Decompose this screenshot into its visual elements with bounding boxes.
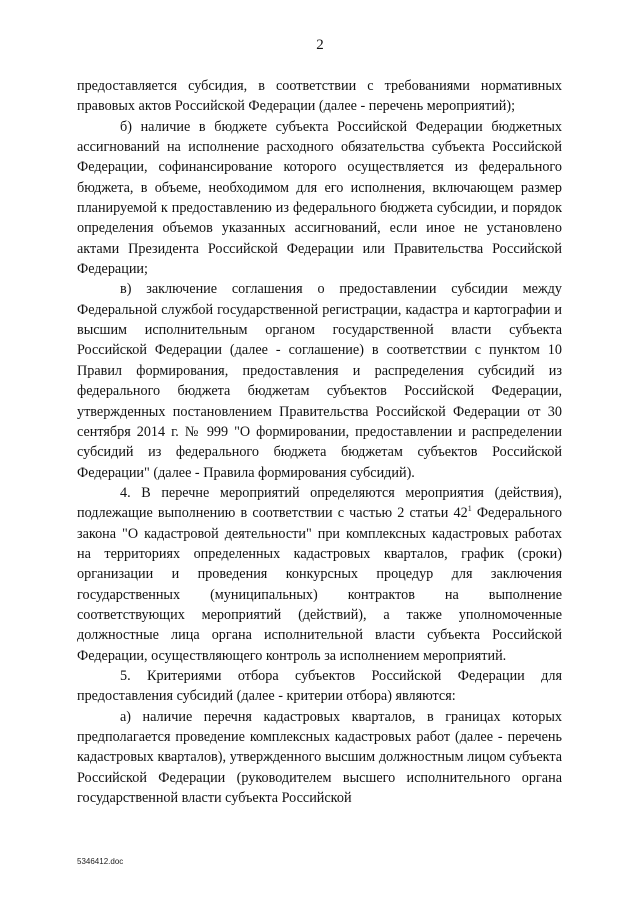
page-number: 2 [316, 37, 324, 53]
clause-4-text-after: Федерального закона "О кадастровой деятельности" при комплексных кадастровых работах на территориях определенных кадастровых кварталов, график (сроки) организации и проведения конкурсных процедур для заключения государственных (муниципальных) контрактов на выполнение соответствующих мероприятий (действий), а также уполномоченные должностные лица органа исполнительной власти субъекта Российской Федерации, осуществляющего контроль за исполнением мероприятий. [77, 505, 562, 664]
paragraph-clause-5: 5. Критериями отбора субъектов Российской Федерации для предоставления субсидий (далее - критерии отбора) являются: [77, 667, 562, 705]
file-name-footer: 5346412.doc [77, 857, 124, 866]
clause-4-text-before: 4. В перечне мероприятий определяются мероприятия (действия), подлежащие выполнению в соответствии с частью 2 статьи 42 [77, 484, 562, 522]
paragraph-item-a: а) наличие перечня кадастровых кварталов, в границах которых предполагается проведение комплексных кадастровых работ (далее - перечень кадастровых кварталов), утвержденного высшим должностным лицом субъекта Российской Федерации (руководителем высшего исполнительного органа государственной власти субъекта Российской [77, 708, 562, 807]
paragraph-item-v: в) заключение соглашения о предоставлении субсидии между Федеральной службой государственной регистрации, кадастра и картографии и высшим исполнительным органом государственной власти субъекта Российской Федерации (далее - соглашение) в соответствии с пунктом 10 Правил формирования, предоставления и распределения субсидий из федерального бюджета бюджетам субъектов Российской Федерации, утвержденных постановлением Правительства Российской Федерации от 30 сентября 2014 г. № 999 "О формировании, предоставлении и распределении субсидий из федерального бюджета бюджетам субъектов Российской Федерации" (далее - Правила формирования субсидий). [77, 281, 562, 481]
article-superscript: 1 [467, 504, 472, 514]
paragraph-item-b: б) наличие в бюджете субъекта Российской Федерации бюджетных ассигнований на исполнение расходного обязательства субъекта Российской Федерации, софинансирование которого осуществляется из федерального бюджета, в объеме, необходимом для его исполнения, включающем размер планируемой к предоставлению из федерального бюджета субсидии, и порядок определения объемов указанных ассигнований, если иное не установлено актами Президента Российской Федерации или Правительства Российской Федерации; [77, 118, 562, 278]
paragraph-continuation: предоставляется субсидия, в соответствии с требованиями нормативных правовых актов Российской Федерации (далее - перечень мероприятий); [77, 78, 562, 115]
document-body [77, 76, 562, 808]
paragraph-clause-4 [77, 483, 562, 666]
